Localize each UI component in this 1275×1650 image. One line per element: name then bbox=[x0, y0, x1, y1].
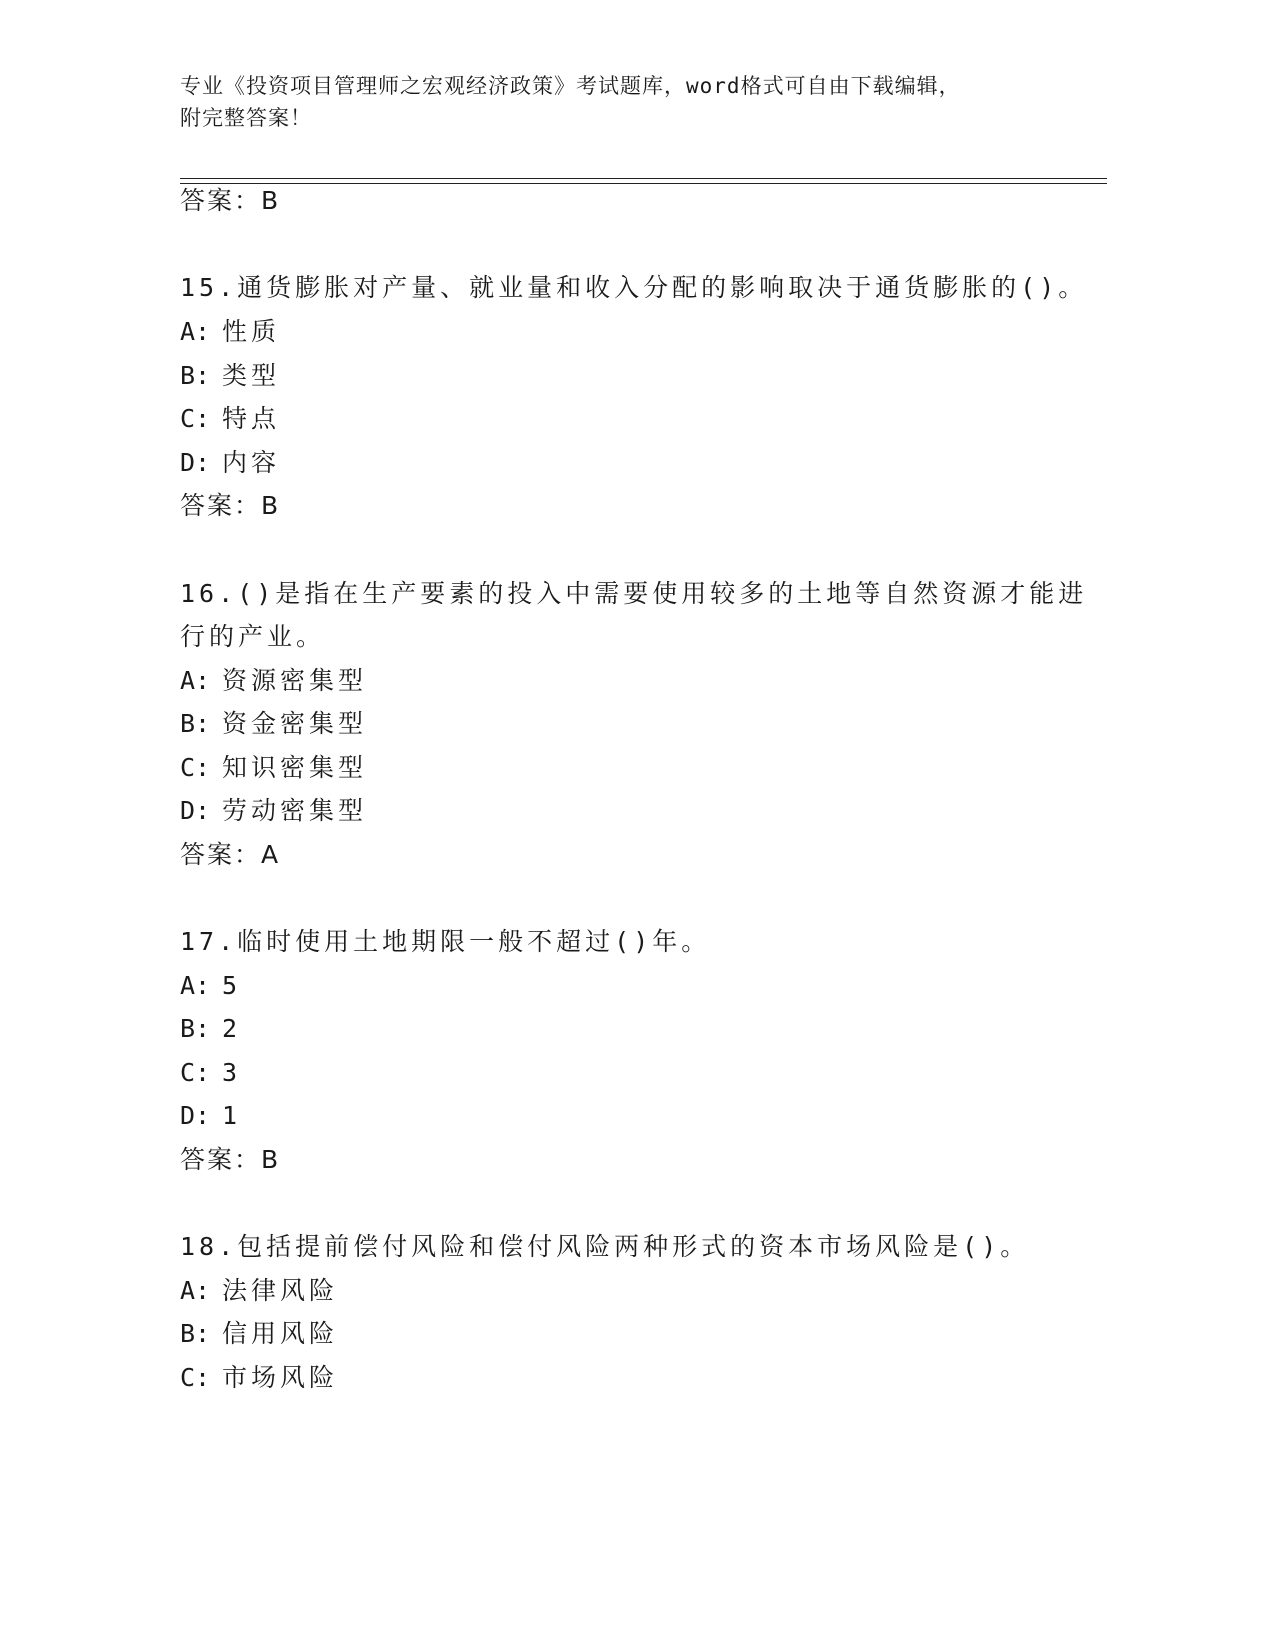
option-text: 资源密集型 bbox=[222, 666, 368, 695]
option-text: 类型 bbox=[222, 361, 281, 390]
option-letter: C: bbox=[180, 404, 211, 433]
question-15-option-d bbox=[180, 446, 280, 480]
option-letter: B: bbox=[180, 361, 211, 390]
answer-17: 答案：B bbox=[180, 1145, 281, 1174]
option-text: 劳动密集型 bbox=[222, 796, 368, 825]
option-letter: A: bbox=[180, 317, 211, 346]
option-letter: C: bbox=[180, 753, 211, 782]
question-18-option-b bbox=[180, 1317, 338, 1351]
option-letter: C: bbox=[180, 1058, 211, 1087]
question-15-option-c bbox=[180, 402, 280, 436]
option-text: 市场风险 bbox=[222, 1363, 339, 1392]
option-text: 3 bbox=[222, 1058, 242, 1087]
question-17-option-d bbox=[180, 1099, 241, 1133]
option-text: 2 bbox=[222, 1014, 242, 1043]
option-text: 法律风险 bbox=[222, 1276, 339, 1305]
question-18-option-c bbox=[180, 1361, 338, 1395]
answer-16: 答案：A bbox=[180, 840, 281, 869]
question-17-option-c bbox=[180, 1056, 241, 1090]
option-text: 知识密集型 bbox=[222, 753, 368, 782]
question-16-option-b bbox=[180, 707, 367, 741]
option-letter: D: bbox=[180, 1101, 211, 1130]
question-17-stem: 17.临时使用土地期限一般不超过()年。 bbox=[180, 927, 711, 956]
option-text: 性质 bbox=[222, 317, 281, 346]
option-letter: D: bbox=[180, 796, 211, 825]
option-letter: C: bbox=[180, 1363, 211, 1392]
question-15-option-a bbox=[180, 315, 280, 349]
option-letter: B: bbox=[180, 709, 211, 738]
header-line-1: 专业《投资项目管理师之宏观经济政策》考试题库，word格式可自由下载编辑， bbox=[180, 74, 961, 98]
question-18-option-a bbox=[180, 1274, 338, 1308]
option-text: 信用风险 bbox=[222, 1319, 339, 1348]
question-16-stem-line-1: 16.()是指在生产要素的投入中需要使用较多的土地等自然资源才能进 bbox=[180, 579, 1088, 608]
option-text: 5 bbox=[222, 971, 242, 1000]
answer-14: 答案：B bbox=[180, 186, 281, 215]
option-letter: A: bbox=[180, 971, 211, 1000]
question-16-option-a bbox=[180, 664, 367, 698]
document-header bbox=[180, 70, 1080, 134]
option-letter: A: bbox=[180, 1276, 211, 1305]
option-text: 资金密集型 bbox=[222, 709, 368, 738]
option-text: 内容 bbox=[222, 448, 281, 477]
question-17-option-b bbox=[180, 1012, 241, 1046]
question-16-option-c bbox=[180, 751, 367, 785]
question-15-option-b bbox=[180, 359, 280, 393]
question-16-option-d bbox=[180, 794, 367, 828]
option-text: 特点 bbox=[222, 404, 281, 433]
option-letter: A: bbox=[180, 666, 211, 695]
header-divider-bottom bbox=[180, 183, 1107, 184]
option-letter: B: bbox=[180, 1319, 211, 1348]
header-divider-top bbox=[180, 178, 1107, 179]
header-line-2: 附完整答案！ bbox=[180, 106, 312, 130]
option-text: 1 bbox=[222, 1101, 242, 1130]
question-17-option-a bbox=[180, 969, 241, 1003]
answer-15: 答案：B bbox=[180, 491, 281, 520]
option-letter: D: bbox=[180, 448, 211, 477]
option-letter: B: bbox=[180, 1014, 211, 1043]
question-18-stem: 18.包括提前偿付风险和偿付风险两种形式的资本市场风险是()。 bbox=[180, 1232, 1030, 1261]
question-16-stem-line-2: 行的产业。 bbox=[180, 622, 326, 651]
question-15-stem: 15.通货膨胀对产量、就业量和收入分配的影响取决于通货膨胀的()。 bbox=[180, 273, 1088, 302]
